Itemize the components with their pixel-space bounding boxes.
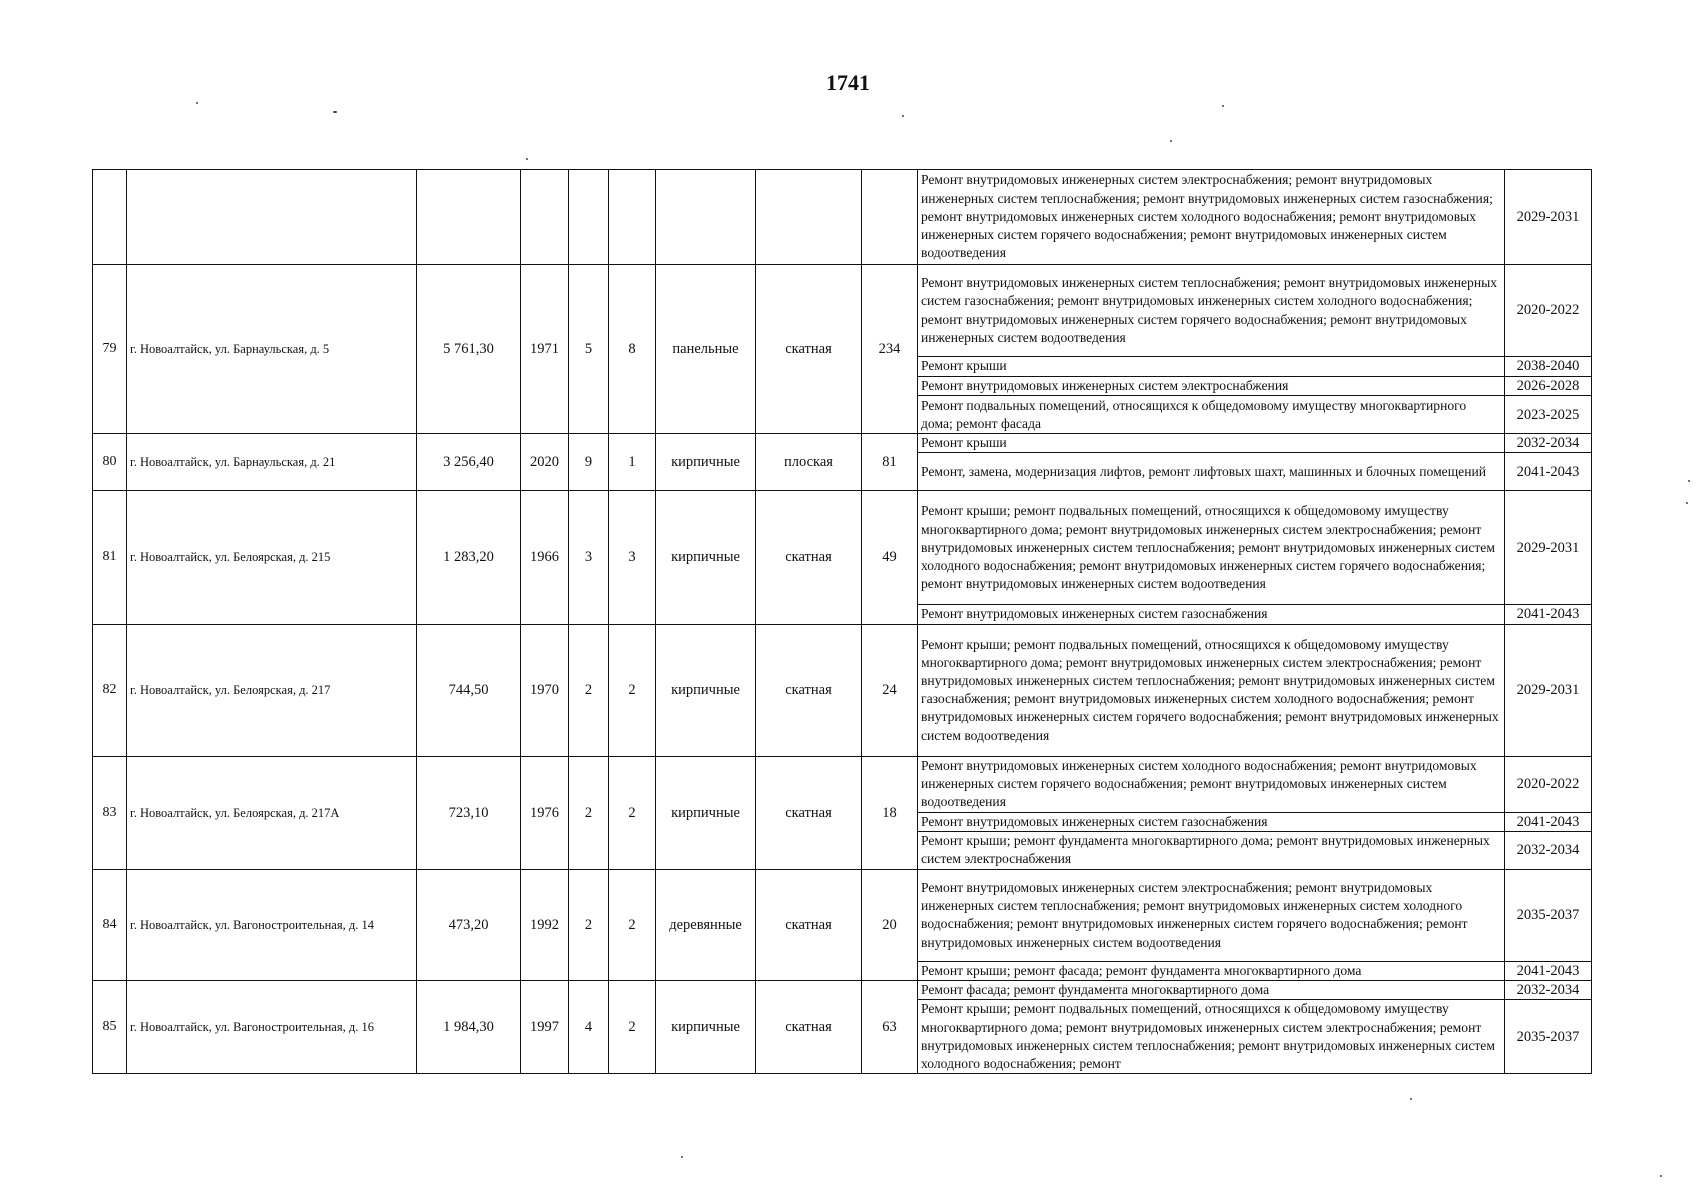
cell-period: 2041-2043 [1505, 605, 1592, 624]
cell-work: Ремонт крыши [918, 434, 1505, 453]
table-row [93, 981, 1592, 1000]
cell-work: Ремонт внутридомовых инженерных систем теплоснабжения; ремонт внутридомовых инженерных систем газоснабжения; ремонт внутридомовых инженерных систем холодного водоснабжения; ремонт внутридомовых инженерных систем горячего водоснабжения; ремонт внутридомовых инженерных систем водоотведения [918, 265, 1505, 357]
scan-speck [196, 102, 198, 104]
scan-speck [1660, 1175, 1662, 1177]
cell-area: 723,10 [417, 756, 521, 869]
cell-no: 84 [93, 869, 127, 980]
cell-entrances: 3 [609, 491, 656, 624]
cell-entrances: 2 [609, 624, 656, 756]
cell-walls: панельные [656, 265, 756, 434]
cell-no [93, 170, 127, 265]
cell-floors [569, 170, 609, 265]
cell-area: 5 761,30 [417, 265, 521, 434]
cell-year: 2020 [521, 434, 569, 491]
cell-address: г. Новоалтайск, ул. Вагоностроительная, д. 16 [127, 981, 417, 1074]
cell-roof: скатная [756, 869, 862, 980]
cell-period: 2026-2028 [1505, 377, 1592, 396]
cell-period: 2038-2040 [1505, 357, 1592, 377]
cell-entrances: 2 [609, 756, 656, 869]
cell-period: 2035-2037 [1505, 1000, 1592, 1074]
table-row [93, 491, 1592, 605]
cell-period: 2041-2043 [1505, 812, 1592, 831]
cell-work: Ремонт крыши; ремонт подвальных помещений, относящихся к общедомовому имуществу многоквартирного дома; ремонт внутридомовых инженерных систем электроснабжения; ремонт внутридомовых инженерных систем теплоснабжения; ремонт внутридомовых инженерных систем газоснабжения; ремонт внутридомовых инженерных систем холодного водоснабжения; ремонт внутридомовых инженерных систем горячего водоснабжения; ремонт внутридомовых инженерных систем водоотведения [918, 624, 1505, 756]
cell-year: 1970 [521, 624, 569, 756]
cell-work: Ремонт внутридомовых инженерных систем электроснабжения; ремонт внутридомовых инженерных систем теплоснабжения; ремонт внутридомовых инженерных систем холодного водоснабжения; ремонт внутридомовых инженерных систем горячего водоснабжения; ремонт внутридомовых инженерных систем водоотведения [918, 869, 1505, 961]
cell-area: 473,20 [417, 869, 521, 980]
cell-residents [862, 170, 918, 265]
scan-speck [1170, 140, 1172, 142]
cell-roof: скатная [756, 756, 862, 869]
table-row [93, 756, 1592, 812]
scan-speck [1688, 480, 1690, 482]
cell-walls: кирпичные [656, 624, 756, 756]
cell-walls: кирпичные [656, 491, 756, 624]
scan-speck [1410, 1098, 1412, 1100]
cell-roof: скатная [756, 981, 862, 1074]
cell-entrances: 2 [609, 869, 656, 980]
cell-work: Ремонт внутридомовых инженерных систем газоснабжения [918, 812, 1505, 831]
scan-speck [526, 158, 528, 160]
cell-work: Ремонт крыши; ремонт подвальных помещений, относящихся к общедомовому имуществу многоквартирного дома; ремонт внутридомовых инженерных систем электроснабжения; ремонт внутридомовых инженерных систем теплоснабжения; ремонт внутридомовых инженерных систем холодного водоснабжения; ремонт [918, 1000, 1505, 1074]
cell-work: Ремонт крыши; ремонт фундамента многоквартирного дома; ремонт внутридомовых инженерных систем электроснабжения [918, 831, 1505, 869]
cell-walls: кирпичные [656, 434, 756, 491]
cell-area: 3 256,40 [417, 434, 521, 491]
cell-work: Ремонт крыши [918, 357, 1505, 377]
cell-year: 1966 [521, 491, 569, 624]
cell-period: 2029-2031 [1505, 624, 1592, 756]
cell-floors: 2 [569, 756, 609, 869]
cell-roof: скатная [756, 624, 862, 756]
cell-year: 1992 [521, 869, 569, 980]
cell-work: Ремонт внутридомовых инженерных систем электроснабжения [918, 377, 1505, 396]
cell-year: 1976 [521, 756, 569, 869]
scan-speck [333, 111, 337, 113]
cell-walls: кирпичные [656, 756, 756, 869]
cell-work: Ремонт фасада; ремонт фундамента многоквартирного дома [918, 981, 1505, 1000]
scan-speck [681, 1156, 683, 1158]
cell-floors: 5 [569, 265, 609, 434]
cell-address: г. Новоалтайск, ул. Белоярская, д. 215 [127, 491, 417, 624]
cell-work: Ремонт крыши; ремонт подвальных помещений, относящихся к общедомовому имуществу многоквартирного дома; ремонт внутридомовых инженерных систем электроснабжения; ремонт внутридомовых инженерных систем теплоснабжения; ремонт внутридомовых инженерных систем холодного водоснабжения; ремонт внутридомовых инженерных систем горячего водоснабжения; ремонт внутридомовых инженерных систем водоотведения [918, 491, 1505, 605]
cell-period: 2032-2034 [1505, 981, 1592, 1000]
cell-period: 2032-2034 [1505, 434, 1592, 453]
cell-floors: 3 [569, 491, 609, 624]
cell-no: 79 [93, 265, 127, 434]
page-number: 1741 [826, 70, 870, 95]
scan-speck [902, 115, 904, 117]
cell-period: 2035-2037 [1505, 869, 1592, 961]
cell-entrances: 8 [609, 265, 656, 434]
repair-schedule-table [92, 169, 1592, 1074]
cell-walls [656, 170, 756, 265]
cell-work: Ремонт внутридомовых инженерных систем электроснабжения; ремонт внутридомовых инженерных систем теплоснабжения; ремонт внутридомовых инженерных систем газоснабжения; ремонт внутридомовых инженерных систем холодного водоснабжения; ремонт внутридомовых инженерных систем горячего водоснабжения; ремонт внутридомовых инженерных систем водоотведения [918, 170, 1505, 265]
cell-area: 1 283,20 [417, 491, 521, 624]
cell-residents: 63 [862, 981, 918, 1074]
cell-residents: 24 [862, 624, 918, 756]
cell-address: г. Новоалтайск, ул. Белоярская, д. 217 [127, 624, 417, 756]
cell-address: г. Новоалтайск, ул. Вагоностроительная, д. 14 [127, 869, 417, 980]
cell-no: 85 [93, 981, 127, 1074]
cell-period: 2023-2025 [1505, 396, 1592, 434]
cell-no: 83 [93, 756, 127, 869]
cell-period: 2020-2022 [1505, 265, 1592, 357]
cell-no: 82 [93, 624, 127, 756]
scan-speck [1686, 502, 1688, 504]
cell-walls: деревянные [656, 869, 756, 980]
cell-area [417, 170, 521, 265]
cell-roof: скатная [756, 491, 862, 624]
cell-walls: кирпичные [656, 981, 756, 1074]
scan-speck [1222, 105, 1224, 107]
cell-period: 2020-2022 [1505, 756, 1592, 812]
cell-period: 2041-2043 [1505, 453, 1592, 491]
table-row [93, 170, 1592, 265]
cell-address: г. Новоалтайск, ул. Барнаульская, д. 21 [127, 434, 417, 491]
cell-residents: 81 [862, 434, 918, 491]
cell-entrances: 1 [609, 434, 656, 491]
cell-residents: 234 [862, 265, 918, 434]
table-row [93, 624, 1592, 756]
cell-year [521, 170, 569, 265]
table-row [93, 434, 1592, 453]
cell-residents: 18 [862, 756, 918, 869]
cell-no: 81 [93, 491, 127, 624]
cell-entrances [609, 170, 656, 265]
cell-work: Ремонт внутридомовых инженерных систем холодного водоснабжения; ремонт внутридомовых инженерных систем горячего водоснабжения; ремонт внутридомовых инженерных систем водоотведения [918, 756, 1505, 812]
cell-address: г. Новоалтайск, ул. Белоярская, д. 217А [127, 756, 417, 869]
cell-period: 2029-2031 [1505, 170, 1592, 265]
cell-floors: 4 [569, 981, 609, 1074]
cell-floors: 2 [569, 624, 609, 756]
cell-address [127, 170, 417, 265]
cell-floors: 9 [569, 434, 609, 491]
cell-residents: 49 [862, 491, 918, 624]
cell-work: Ремонт крыши; ремонт фасада; ремонт фундамента многоквартирного дома [918, 961, 1505, 980]
cell-year: 1997 [521, 981, 569, 1074]
cell-address: г. Новоалтайск, ул. Барнаульская, д. 5 [127, 265, 417, 434]
cell-year: 1971 [521, 265, 569, 434]
cell-period: 2029-2031 [1505, 491, 1592, 605]
cell-period: 2032-2034 [1505, 831, 1592, 869]
cell-no: 80 [93, 434, 127, 491]
table-body [93, 170, 1592, 1074]
cell-roof: скатная [756, 265, 862, 434]
cell-residents: 20 [862, 869, 918, 980]
cell-floors: 2 [569, 869, 609, 980]
cell-entrances: 2 [609, 981, 656, 1074]
cell-area: 1 984,30 [417, 981, 521, 1074]
cell-period: 2041-2043 [1505, 961, 1592, 980]
table-row [93, 265, 1592, 357]
cell-work: Ремонт внутридомовых инженерных систем газоснабжения [918, 605, 1505, 624]
cell-roof: плоская [756, 434, 862, 491]
cell-roof [756, 170, 862, 265]
cell-work: Ремонт, замена, модернизация лифтов, ремонт лифтовых шахт, машинных и блочных помещений [918, 453, 1505, 491]
table-row [93, 869, 1592, 961]
cell-work: Ремонт подвальных помещений, относящихся к общедомовому имуществу многоквартирного дома; ремонт фасада [918, 396, 1505, 434]
cell-area: 744,50 [417, 624, 521, 756]
